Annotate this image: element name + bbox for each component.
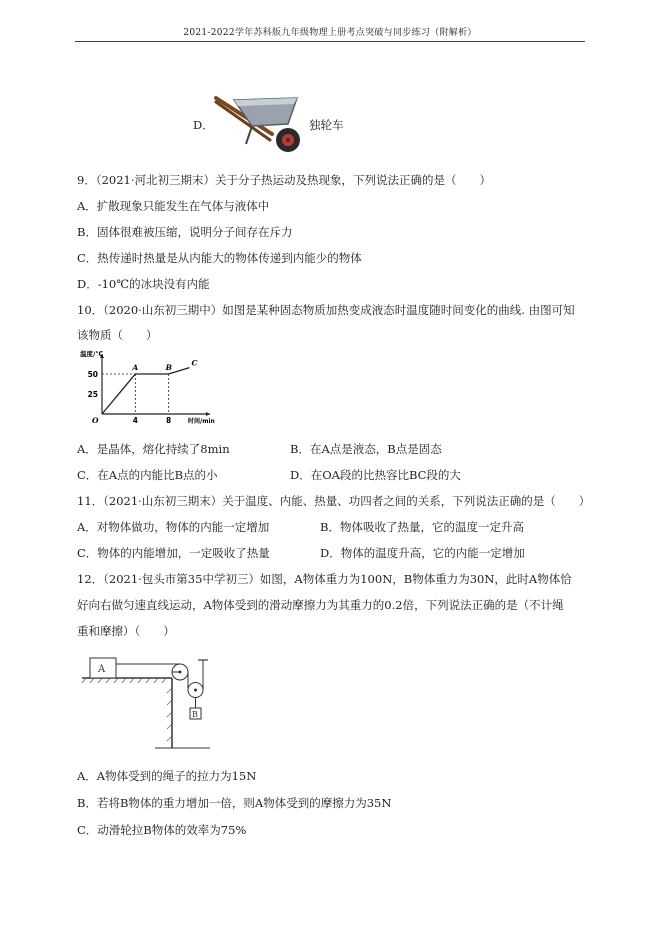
q10-option-a: A．是晶体，熔化持续了8min (77, 442, 230, 456)
wheelbarrow-image (212, 90, 307, 158)
q10-stem-line2: 该物质（ ） (77, 328, 158, 342)
q10-option-b: B．在A点是液态，B点是固态 (290, 442, 442, 456)
q12-stem-line3: 重和摩擦）（ ） (77, 624, 175, 638)
q12-stem-line1: 12．（2021·包头市第35中学初三）如图，A物体重力为100N，B物体重力为30N，此时A物体恰 (77, 572, 572, 586)
q9-option-b: B．固体很难被压缩，说明分子间存在斥力 (77, 225, 293, 239)
block-a-label: A (98, 664, 106, 675)
pulley-diagram (80, 650, 220, 750)
x-tick-label: 8 (166, 416, 172, 425)
temperature-time-chart (80, 348, 215, 428)
q10-option-d: D．在OA段的比热容比BC段的大 (290, 468, 461, 482)
q11-option-b: B．物体吸收了热量，它的温度一定升高 (320, 520, 524, 534)
x-tick-label: 4 (132, 416, 138, 425)
q12-option-b: B．若将B物体的重力增加一倍，则A物体受到的摩擦力为35N (77, 796, 392, 810)
point-label: A (132, 363, 139, 372)
prev-option-caption: 独轮车 (309, 118, 344, 132)
prev-option-letter: D． (193, 118, 214, 132)
q12-stem-line2: 好向右做匀速直线运动，A物体受到的滑动摩擦力为其重力的0.2倍，下列说法正确的是（不计绳 (77, 598, 564, 612)
q10-stem-line1: 10．（2020·山东初三期中）如图是某种固态物质加热变成液态时温度随时间变化的曲线. 由图可知 (77, 303, 575, 317)
q11-option-a: A．对物体做功，物体的内能一定增加 (77, 520, 270, 534)
q9-option-a: A．扩散现象只能发生在气体与液体中 (77, 199, 270, 213)
point-label: B (165, 363, 173, 372)
header-divider (75, 41, 585, 42)
q12-option-a: A．A物体受到的绳子的拉力为15N (77, 769, 257, 783)
q9-stem: 9．（2021·河北初三期末）关于分子热运动及热现象，下列说法正确的是（ ） (77, 173, 491, 187)
x-axis-label: 时间/min (188, 418, 215, 425)
q12-option-c: C．动滑轮拉B物体的效率为75% (77, 823, 247, 837)
y-tick-label: 25 (87, 390, 98, 399)
q11-stem: 11．（2021·山东初三期末）关于温度、内能、热量、功四者之间的关系，下列说法正确的是（ ） (77, 494, 591, 508)
q9-option-d: D．-10℃的冰块没有内能 (77, 277, 210, 291)
page-header: 2021-2022学年苏科版九年级物理上册考点突破与同步练习（附解析） (183, 28, 477, 38)
temperature-curve (102, 368, 190, 414)
q10-option-c: C．在A点的内能比B点的小 (77, 468, 218, 482)
q11-option-d: D．物体的温度升高，它的内能一定增加 (320, 546, 525, 560)
point-label: C (191, 358, 198, 368)
x-axis-arrow (206, 412, 210, 416)
y-tick-label: 50 (87, 370, 98, 379)
y-axis-label: 温度/℃ (80, 350, 104, 358)
block-b-label: B (192, 710, 198, 719)
point-label: O (92, 416, 99, 425)
q11-option-c: C．物体的内能增加，一定吸收了热量 (77, 546, 270, 560)
q9-option-c: C．热传递时热量是从内能大的物体传递到内能少的物体 (77, 251, 362, 265)
